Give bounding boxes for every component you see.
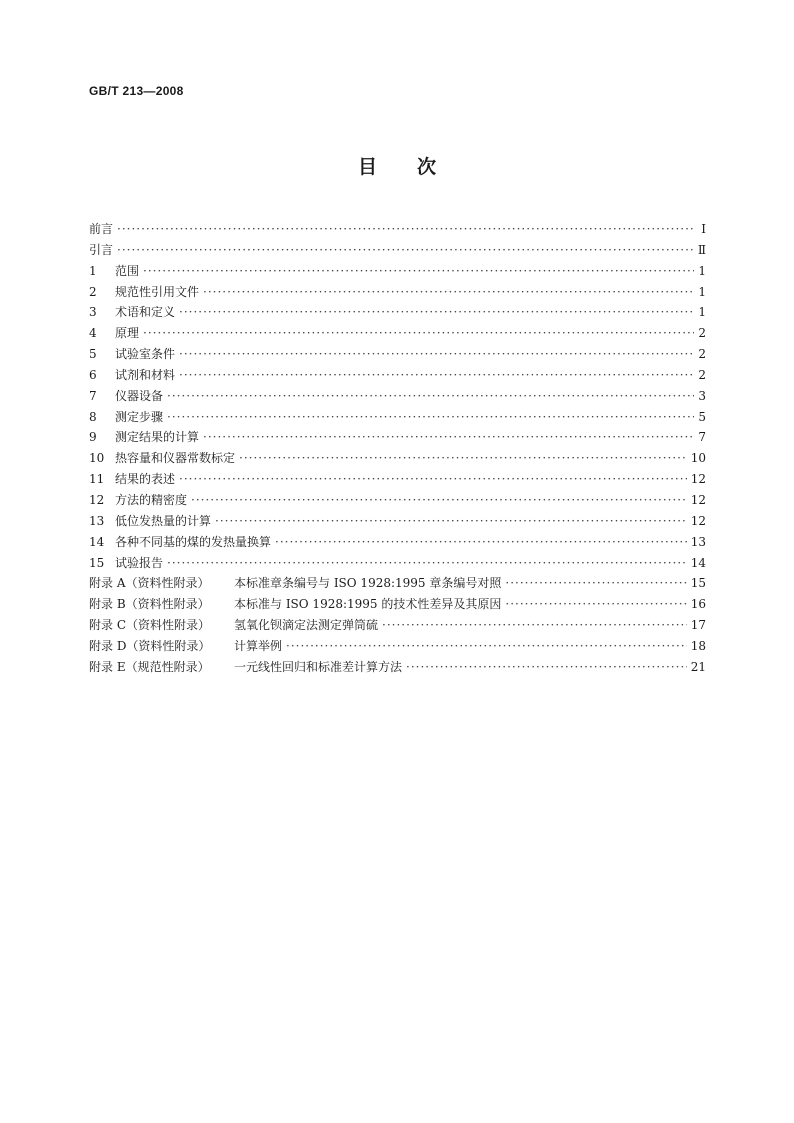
toc-leader-dots [167, 386, 694, 407]
toc-entry-number: 附录 D（资料性附录） [89, 638, 211, 653]
toc-entry-title: 引言 [89, 242, 114, 257]
toc-leader-dots [179, 302, 694, 323]
toc-entry-page: 12 [690, 472, 706, 487]
toc-entry-page: 15 [690, 576, 706, 591]
toc-entry-number: 12 [89, 492, 105, 507]
toc-entry[interactable] [89, 282, 706, 303]
toc-entry-number: 11 [89, 472, 105, 487]
toc-leader-dots [505, 573, 686, 594]
toc-leader-dots [167, 407, 694, 428]
toc-entry-number: 4 [89, 326, 97, 341]
toc-entry[interactable] [89, 490, 706, 511]
toc-entry-title: 术语和定义 [115, 305, 176, 320]
toc-entry-page: 16 [690, 597, 706, 612]
toc-entry-page: 2 [698, 367, 706, 382]
toc-entry[interactable] [89, 365, 706, 386]
toc-leader-dots [117, 219, 694, 240]
toc-leader-dots [275, 532, 687, 553]
toc-leader-dots [179, 365, 694, 386]
toc-entry[interactable] [89, 427, 706, 448]
toc-entry-page: Ⅰ [701, 222, 706, 236]
toc-entry[interactable] [89, 511, 706, 532]
toc-entry-number: 10 [89, 451, 105, 466]
toc-entry-title: 本标准与 ISO 1928:1995 的技术性差异及其原因 [234, 597, 502, 612]
toc-entry-number: 附录 B（资料性附录） [89, 597, 210, 612]
toc-leader-dots [239, 448, 687, 469]
title-char-1: 目 [357, 156, 377, 178]
toc-entry-page: 1 [698, 305, 706, 320]
toc-entry[interactable] [89, 573, 706, 594]
toc-entry-page: 12 [690, 492, 706, 507]
toc-entry-number: 7 [89, 388, 97, 403]
toc-leader-dots [117, 240, 694, 261]
toc-entry[interactable] [89, 636, 706, 657]
toc-entry-page: 21 [690, 659, 706, 674]
toc-entry[interactable] [89, 448, 706, 469]
toc-entry-page: 1 [698, 284, 706, 299]
toc-entry-number: 附录 A（资料性附录） [89, 576, 210, 591]
toc-entry-title: 范围 [115, 263, 140, 278]
toc-entry[interactable] [89, 240, 706, 261]
toc-entry-title: 试验报告 [115, 555, 164, 570]
toc-entry-title: 本标准章条编号与 ISO 1928:1995 章条编号对照 [234, 576, 502, 591]
toc-entry-page: 7 [698, 430, 706, 445]
toc-entry-number: 8 [89, 409, 97, 424]
toc-entry-number: 附录 E（规范性附录） [89, 659, 210, 674]
toc-entry-page: 13 [690, 534, 706, 549]
toc-leader-dots [143, 261, 694, 282]
toc-entry[interactable] [89, 553, 706, 574]
toc-entry-page: 2 [698, 326, 706, 341]
toc-entry-title: 计算举例 [234, 638, 283, 653]
toc-leader-dots [191, 490, 687, 511]
toc-entry-page: 2 [698, 347, 706, 362]
toc-leader-dots [382, 615, 687, 636]
toc-entry-title: 原理 [115, 326, 140, 341]
toc-entry[interactable] [89, 302, 706, 323]
toc-leader-dots [215, 511, 687, 532]
toc-entry-title: 前言 [89, 222, 114, 236]
toc-entry[interactable] [89, 657, 706, 678]
toc-entry-number: 14 [89, 534, 105, 549]
title-char-2: 次 [417, 156, 437, 178]
toc-entry-title: 热容量和仪器常数标定 [115, 451, 236, 466]
toc-entry-title: 测定结果的计算 [115, 430, 200, 445]
toc-entry[interactable] [89, 344, 706, 365]
toc-entry-number: 6 [89, 367, 97, 382]
toc-entry-number: 15 [89, 555, 105, 570]
toc-entry-title: 氢氧化钡滴定法测定弹筒硫 [234, 618, 379, 633]
toc-entry[interactable] [89, 261, 706, 282]
toc-entry-title: 仪器设备 [115, 388, 164, 403]
toc-entry[interactable] [89, 615, 706, 636]
toc-entry-number: 附录 C（资料性附录） [89, 618, 210, 633]
toc-leader-dots [143, 323, 694, 344]
toc-entry-title: 试剂和材料 [115, 367, 176, 382]
toc-entry-number: 13 [89, 513, 105, 528]
toc-entry-page: 1 [698, 263, 706, 278]
toc-entry-page: 3 [698, 388, 706, 403]
toc-entry-number: 1 [89, 263, 97, 278]
toc-entry-page: 5 [698, 409, 706, 424]
toc-entry-page: 14 [690, 555, 706, 570]
toc-entry[interactable] [89, 407, 706, 428]
toc-entry-title: 一元线性回归和标准差计算方法 [234, 659, 403, 674]
toc-entry-title: 方法的精密度 [115, 492, 188, 507]
toc-entry-page: 12 [690, 513, 706, 528]
toc-entry[interactable] [89, 219, 706, 240]
toc-entry-title: 低位发热量的计算 [115, 513, 212, 528]
standard-number: GB/T 213—2008 [89, 84, 184, 98]
toc-leader-dots [179, 469, 687, 490]
toc-leader-dots [167, 553, 687, 574]
toc-entry[interactable] [89, 469, 706, 490]
toc-entry-page: 10 [690, 451, 706, 466]
toc-entry[interactable] [89, 532, 706, 553]
toc-entry-title: 结果的表述 [115, 472, 176, 487]
toc-entry-title: 试验室条件 [115, 347, 176, 362]
toc-entry-number: 2 [89, 284, 97, 299]
toc-entry-page: 17 [690, 618, 706, 633]
toc-entry[interactable] [89, 594, 706, 615]
page-title [0, 152, 794, 179]
table-of-contents [89, 219, 706, 678]
toc-entry-title: 规范性引用文件 [115, 284, 200, 299]
toc-leader-dots [286, 636, 687, 657]
toc-entry-page: Ⅱ [697, 242, 706, 257]
toc-entry-page: 18 [690, 638, 706, 653]
toc-leader-dots [203, 427, 694, 448]
toc-leader-dots [203, 282, 694, 303]
toc-entry-title: 各种不同基的煤的发热量换算 [115, 534, 272, 549]
toc-entry[interactable] [89, 323, 706, 344]
toc-entry-title: 测定步骤 [115, 409, 164, 424]
toc-leader-dots [179, 344, 694, 365]
toc-entry[interactable] [89, 386, 706, 407]
toc-leader-dots [505, 594, 686, 615]
toc-entry-number: 5 [89, 347, 97, 362]
toc-entry-number: 9 [89, 430, 97, 445]
toc-leader-dots [406, 657, 687, 678]
toc-entry-number: 3 [89, 305, 97, 320]
